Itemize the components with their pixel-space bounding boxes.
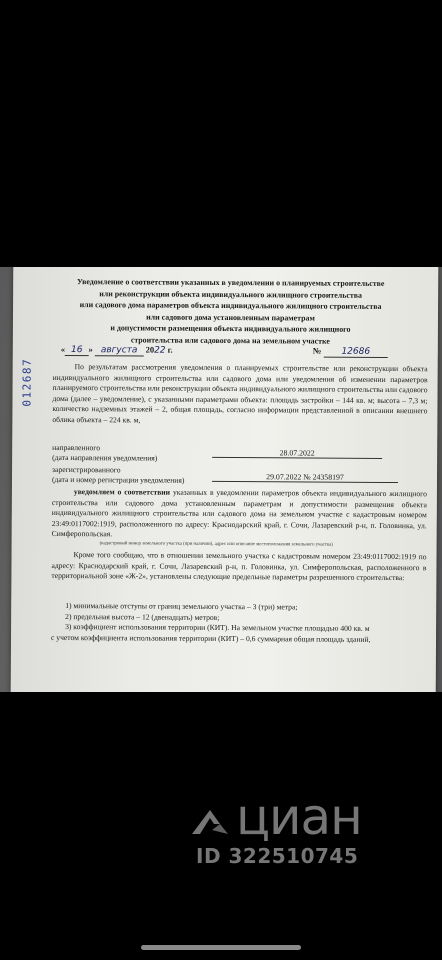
- date-year: 22: [154, 345, 166, 356]
- paragraph-notice: [52, 487, 427, 542]
- sent-label: направленного: [52, 442, 101, 453]
- sent-date-value: 28.07.2022: [212, 448, 382, 459]
- document-number: [313, 346, 388, 357]
- paragraph-params-text: Кроме того сообщаю, что в отношении земельного участка с кадастровым номером 23:49:0117002:1919 по адресу: Краснодарский край, г. Сочи, Лазаревский р-н, п. Головинка, ул. Симферопольская, расположенного в территориальной зоне «Ж-2», установлены следующие предельные параметры разрешенного строительства:: [51, 550, 427, 583]
- date-suffix: г.: [165, 344, 173, 355]
- paragraph-notice-bold: уведомляем о соответствии: [73, 487, 171, 497]
- registered-caption: (дата и номер регистрации уведомления): [51, 474, 185, 485]
- watermark: [0, 790, 442, 880]
- cian-logo-icon: [190, 804, 230, 844]
- document-date: [61, 344, 173, 356]
- document-title: [33, 276, 428, 347]
- list-item: 3) коэффициент использования территории (КИТ). На земельном участке площадью 400 кв. м: [65, 622, 370, 634]
- sent-caption: (дата направления уведомления): [52, 452, 158, 463]
- number-label: №: [312, 345, 322, 356]
- params-list: [51, 601, 426, 646]
- title-line: и допустимости размещения объекта индивидуального жилищного: [110, 323, 351, 334]
- paragraph-review: [52, 362, 427, 428]
- watermark-brand: циан: [236, 788, 362, 846]
- date-quote-close: »: [88, 344, 95, 355]
- date-month: августа: [95, 345, 144, 356]
- title-line: или реконструкции объекта индивидуального жилищного строительства: [99, 288, 363, 300]
- serial-stamp: 012687: [20, 357, 34, 407]
- cadastral-caption: (кадастровый номер земельного участка (при наличии), адрес или описание местоположения земельного участка): [99, 541, 333, 548]
- title-line: или садового дома параметров объекта индивидуального жилищного строительства: [79, 300, 382, 311]
- document-page: [11, 267, 439, 692]
- date-day: 16: [65, 345, 89, 356]
- home-indicator[interactable]: [141, 945, 301, 950]
- paragraph-notice-text: указанных в уведомлении параметров объекта индивидуального жилищного строительства или садового дома установленным параметрам и допустимости размещения объекта индивидуального жилищного строительства или садового дома на земельном участке с кадастровым номером 23:49:0117002:1919, расположенного по адресу: Краснодарский край, г. Сочи, Лазаревский р-н, п. Головинка, ул. Симферопольская.: [51, 487, 427, 539]
- date-quote-open: «: [60, 343, 66, 355]
- title-line: Уведомление о соответствии указанных в уведомлении о планируемых строительстве: [76, 277, 385, 288]
- list-item: с учетом коэффициента использования территории (КИТ) – 0,6 суммарная общая площадь зданий,: [51, 632, 371, 644]
- registered-value: 29.07.2022 № 24358197: [212, 472, 398, 483]
- title-line: строительства или садового дома на земельном участке: [130, 334, 330, 346]
- paragraph-review-text: По результатам рассмотрения уведомления о планируемых строительстве или реконструкции объекта индивидуального жилищного строительства или садового дома или уведомления об изменении параметров планируемого строительства или реконструкции объекта индивидуального жилищного строительства или садового дома (далее – уведомление), с указанными параметрами объекта: площадь застройки – 144 кв. м; высота – 7,3 м; количество надземных этажей – 2, общая площадь, согласно информации представленной в описании внешнего облика объекта – 224 кв. м,: [52, 362, 428, 425]
- registered-label: зарегистрированного: [52, 464, 121, 475]
- title-line: или садового дома установленным параметрам: [146, 312, 315, 323]
- list-item: 2) предельная высота – 12 (двенадцать) метров;: [65, 611, 220, 622]
- paragraph-params: [51, 550, 426, 584]
- date-year-prefix: 20: [145, 344, 155, 355]
- number-value: 12686: [323, 347, 388, 358]
- document-photo: [0, 267, 442, 692]
- watermark-id: ID 322510745: [196, 844, 359, 868]
- list-item: 1) минимальные отступы от границ земельного участка – 3 (три) метра;: [65, 601, 298, 612]
